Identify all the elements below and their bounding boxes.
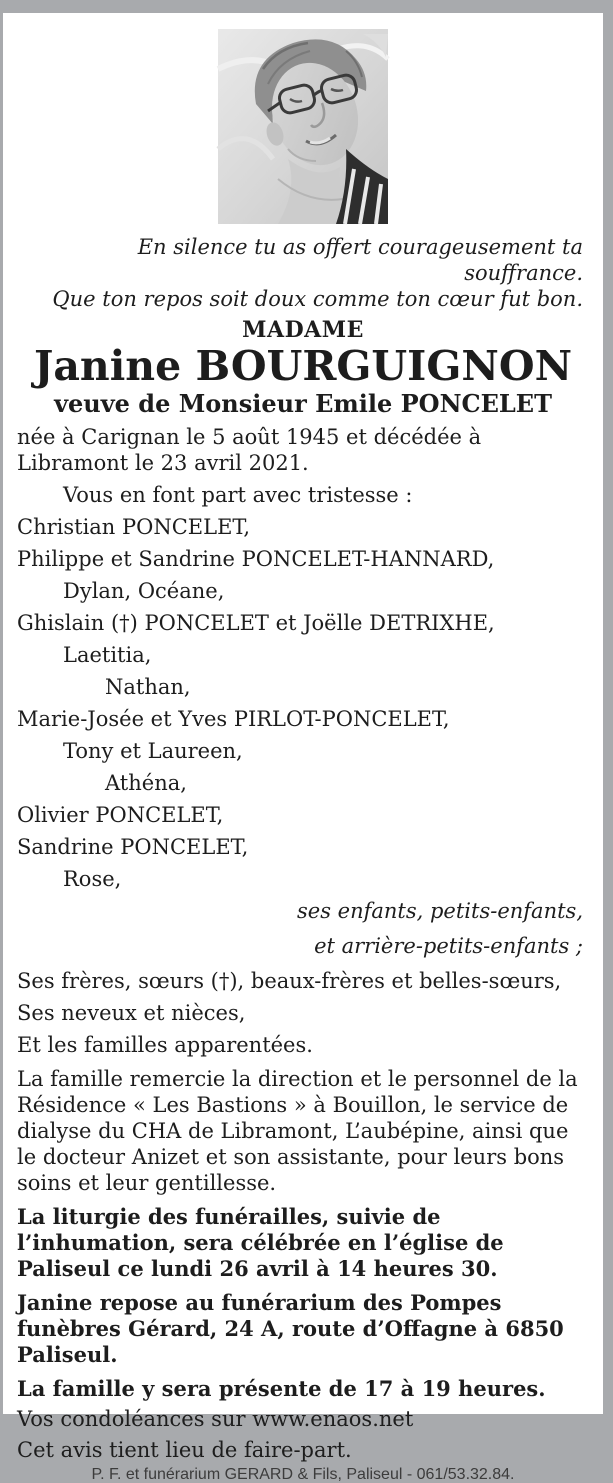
presence-line: La famille y sera présente de 17 à 19 heures. xyxy=(17,1376,546,1401)
deceased-subtitle: veuve de Monsieur Emile PONCELET xyxy=(54,389,552,418)
family-member: Olivier PONCELET, xyxy=(17,803,224,827)
descendants-line: et arrière-petits-enfants ; xyxy=(314,934,583,958)
family-member: Tony et Laureen, xyxy=(63,739,243,763)
condolences-line: Vos condoléances sur www.enaos.net xyxy=(17,1407,414,1431)
relatives-line: Et les familles apparentées. xyxy=(17,1033,313,1057)
memorial-quote xyxy=(17,234,589,312)
family-member: Ghislain (†) PONCELET et Joëlle DETRIXHE, xyxy=(17,611,495,635)
relatives-line: Ses frères, sœurs (†), beaux-frères et belles-sœurs, xyxy=(17,969,562,993)
family-member: Nathan, xyxy=(105,675,191,699)
title-prefix: MADAME xyxy=(242,317,364,343)
family-member: Laetitia, xyxy=(63,643,152,667)
relatives-line: Ses neveux et nièces, xyxy=(17,1001,246,1025)
quote-line: Que ton repos soit doux comme ton cœur fut bon. xyxy=(52,287,583,311)
obituary-card xyxy=(3,13,603,1483)
faire-part-line: Cet avis tient lieu de faire-part. xyxy=(17,1438,352,1462)
family-member: Athéna, xyxy=(105,771,187,795)
funeral-home-footer: P. F. et funérarium GERARD & Fils, Paliseul - 061/53.32.84. xyxy=(91,1466,515,1483)
family-member: Dylan, Océane, xyxy=(63,579,225,603)
birth-death-text: née à Carignan le 5 août 1945 et décédée à Libramont le 23 avril 2021. xyxy=(17,425,482,475)
family-member: Philippe et Sandrine PONCELET-HANNARD, xyxy=(17,547,495,571)
liturgy-paragraph: La liturgie des funérailles, suivie de l’inhumation, sera célébrée en l’église de Paliseul ce lundi 26 avril à 14 heures 30. xyxy=(17,1204,504,1281)
repose-paragraph: Janine repose au funérarium des Pompes funèbres Gérard, 24 A, route d’Offagne à 6850 Paliseul. xyxy=(17,1290,564,1367)
portrait-photo xyxy=(218,29,388,224)
relatives-section xyxy=(17,970,589,1056)
announcement-intro: Vous en font part avec tristesse : xyxy=(63,483,413,507)
family-member: Rose, xyxy=(63,867,122,891)
quote-line: En silence tu as offert courageusement ta souffrance. xyxy=(137,235,583,285)
deceased-name: Janine BOURGUIGNON xyxy=(33,342,573,390)
portrait-illustration xyxy=(218,29,388,224)
thanks-paragraph: La famille remercie la direction et le personnel de la Résidence « Les Bastions » à Bouillon, le service de dialyse du CHA de Libramont, L’aubépine, ainsi que le docteur Anizet et son assistante, pour leurs bons soins et leur gentillesse. xyxy=(17,1067,578,1195)
descendants-line: ses enfants, petits-enfants, xyxy=(297,899,583,923)
family-member: Sandrine PONCELET, xyxy=(17,835,249,859)
family-member: Marie-Josée et Yves PIRLOT-PONCELET, xyxy=(17,707,450,731)
family-member: Christian PONCELET, xyxy=(17,515,250,539)
